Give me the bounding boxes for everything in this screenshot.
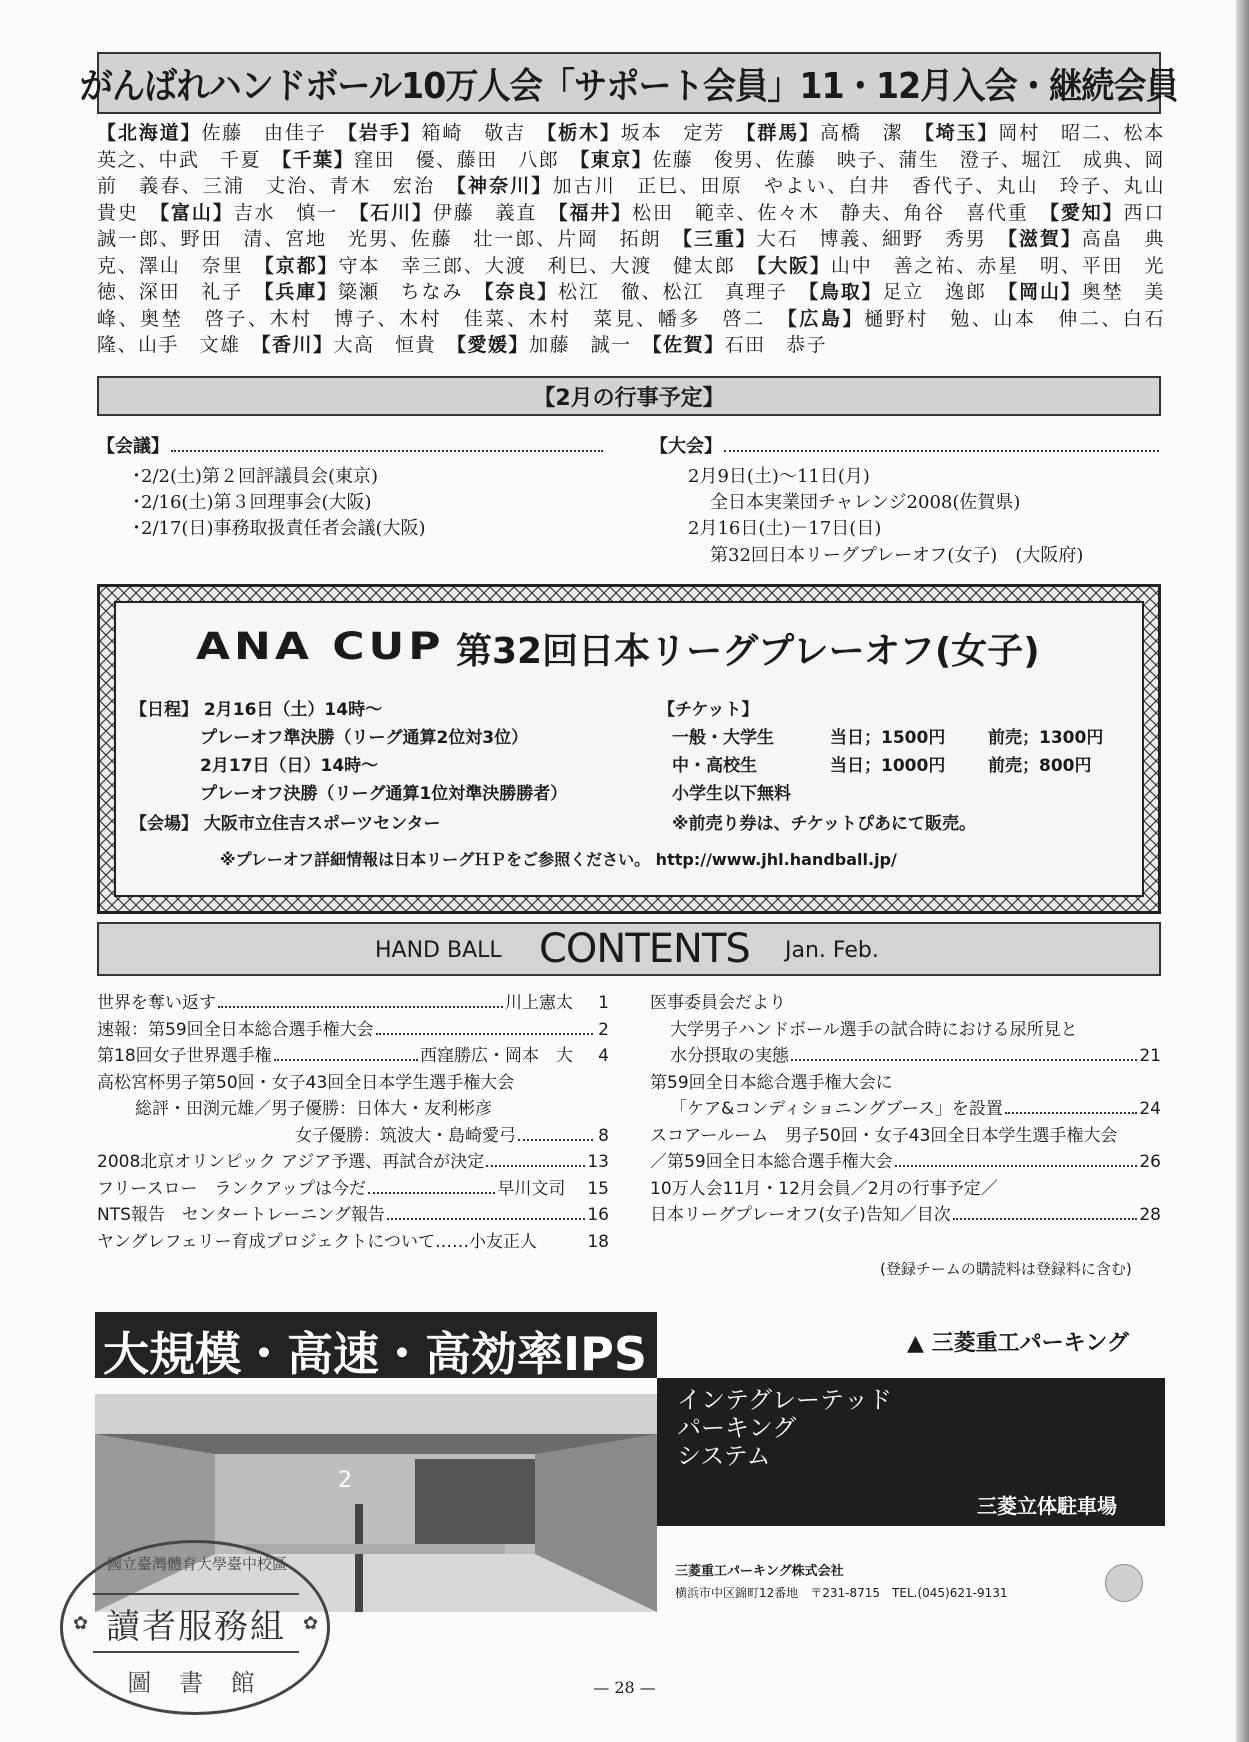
- member-names: 樋野村 勉、山本 伸二、白石 隆、山手 文雄: [97, 307, 1186, 356]
- page-title: がんばれハンドボール10万人会「サポート会員」11・12月入会・継続会員: [79, 65, 1179, 107]
- ad-system-panel: [657, 1378, 1165, 1526]
- contents-entry-page: 15: [587, 1178, 609, 1199]
- meetings-label: 【会議】: [97, 436, 169, 457]
- schedule-bar: [97, 376, 1161, 416]
- member-names: 窪田 優、藤田 八郎: [354, 148, 580, 171]
- contents-entry: [650, 1147, 1161, 1172]
- ticket-general-day: 当日；1500円: [830, 728, 946, 748]
- ticket-student-day: 当日；1000円: [830, 756, 946, 776]
- member-names: 山中 善之祐、赤星 明、平田 光徳、深田 礼子: [97, 254, 1165, 303]
- ticket-label: 【チケット】: [658, 700, 759, 720]
- contents-entry-title: 総評・田渕元雄／男子優勝：日体大・友利彬彦: [135, 1099, 492, 1119]
- member-names: 加藤 誠一: [529, 334, 653, 356]
- contents-entry-page: 18: [587, 1231, 609, 1252]
- contents-entry-title: 医事委員会だより: [650, 993, 786, 1013]
- member-names: 松田 範幸、佐々木 静夫、角谷 喜代重: [632, 201, 1050, 224]
- events-heading: [650, 432, 1161, 458]
- contents-bar: [97, 922, 1161, 976]
- member-names: 高畠 典克、澤山 奈里: [97, 228, 1165, 277]
- prefecture-label: 【岡山】: [1007, 281, 1082, 303]
- prefecture-label: 【京都】: [264, 254, 339, 277]
- contents-entry-title: 女子優勝：筑波大・島崎愛弓: [295, 1125, 516, 1146]
- member-names: 加古川 正巳、田原 やよい、白井 香代子、丸山 玲子、丸山 貴史: [97, 175, 1186, 224]
- contents-entry-page: 8: [598, 1125, 609, 1146]
- contents-entry-title: 第18回女子世界選手権: [97, 1046, 272, 1066]
- contents-entry: [97, 1015, 609, 1040]
- member-names: 吉水 慎一: [233, 201, 359, 224]
- ticket-child: 小学生以下無料: [672, 784, 791, 804]
- contents-entry: [135, 1094, 609, 1119]
- contents-entry-title: 第59回全日本総合選手権大会に: [650, 1072, 893, 1093]
- prefecture-label: 【神奈川】: [456, 175, 553, 197]
- contents-entry-title: 日本リーグプレーオフ(女子)告知／目次: [650, 1205, 951, 1225]
- playoff-info-note: ※プレーオフ詳細情報は日本リーグＨＰをご参照ください。 http://www.jhl.handball.jp/: [220, 850, 897, 869]
- stamp-top-text: 國立臺灣體育大學臺中校區: [106, 1555, 287, 1573]
- ticket-general: 一般・大学生: [672, 728, 774, 748]
- contents-entry-title: 「ケア&コンディショニングブース」を設置: [670, 1099, 1003, 1119]
- ana-cup-inner: [114, 601, 1144, 897]
- contents-entry: [650, 1121, 1161, 1146]
- contents-entry-title: 世界を奪い返す: [97, 993, 216, 1013]
- contents-entry: [97, 1147, 609, 1172]
- member-names: 高橋 潔: [819, 122, 925, 144]
- ticket-note: ※前売り券は、チケットぴあにて販売。: [672, 814, 976, 834]
- member-names: 大石 博義、細野 秀男: [756, 228, 1008, 250]
- contents-entry-page: 26: [1139, 1152, 1161, 1172]
- member-names: 箱崎 敬吉: [421, 122, 547, 144]
- prefecture-label: 【埼玉】: [924, 122, 999, 144]
- prefecture-label: 【佐賀】: [652, 334, 725, 356]
- ad-address: 横浜市中区錦町12番地 〒231-8715 TEL.(045)621-9131: [675, 1586, 1008, 1600]
- prefecture-label: 【大阪】: [756, 254, 831, 277]
- page-number: — 28 —: [593, 1678, 656, 1697]
- contents-entry: [650, 1200, 1161, 1225]
- ticket-student: 中・高校生: [672, 756, 757, 776]
- contents-entry-title: ／第59回全日本総合選手権大会: [650, 1152, 893, 1172]
- contents-entry: [97, 1174, 609, 1199]
- prefecture-label: 【愛媛】: [456, 334, 530, 356]
- ticket-general-advance: 前売；1300円: [988, 728, 1104, 748]
- prefecture-label: 【福井】: [558, 201, 633, 224]
- contents-entry: [97, 1200, 609, 1225]
- page-edge: [1236, 0, 1249, 1742]
- member-names: 守本 幸三郎、大渡 利巳、大渡 健太郎: [338, 254, 757, 277]
- contents-entry: [650, 1174, 1161, 1199]
- ticket-student-advance: 前売；800円: [988, 756, 1092, 776]
- ana-cup-title: 第32回日本リーグプレーオフ(女子): [456, 631, 1040, 672]
- ana-cup-box: [97, 584, 1161, 914]
- contents-entry: [97, 1041, 609, 1066]
- event-item: 第32回日本リーグプレーオフ(女子) (大阪府): [710, 545, 1084, 566]
- ad-brand: ▲ 三菱重工パーキング: [907, 1331, 1129, 1356]
- prefecture-label: 【広島】: [787, 307, 865, 330]
- contents-entry-page: 1: [598, 993, 609, 1013]
- prefecture-label: 【群馬】: [745, 122, 820, 144]
- member-list: [97, 120, 1186, 359]
- prefecture-label: 【富山】: [159, 201, 234, 224]
- prefecture-label: 【香川】: [261, 334, 334, 356]
- member-names: 石田 恭子: [724, 334, 828, 356]
- member-names: 奥埜 美峰、奥埜 啓子、木村 博子、木村 佳菜、木村 菜見、幡多 啓二: [97, 281, 1165, 330]
- event-item: 2月16日(土)－17日(日): [688, 518, 882, 539]
- member-names: 西口 誠一郎、野田 清、宮地 光男、佐藤 壮一郎、片岡 拓朗: [97, 201, 1186, 250]
- member-names: 坂本 定芳: [620, 122, 746, 144]
- stamp-bottom-text: 圖 書 館: [127, 1669, 265, 1697]
- ad-company: 三菱重工パーキング株式会社: [675, 1564, 844, 1579]
- contents-entry: [670, 1041, 1161, 1066]
- contents-entry-page: 4: [598, 1046, 609, 1066]
- event-item: 2月9日(土)～11日(月): [688, 466, 870, 487]
- contents-entry: [650, 1068, 1161, 1093]
- contents-title: CONTENTS: [539, 926, 750, 972]
- member-names: 岡村 昭二、松本 英之、中武 千夏: [97, 122, 1186, 171]
- prefecture-label: 【石川】: [358, 201, 433, 224]
- contents-entry-page: 16: [587, 1205, 609, 1225]
- events-label: 【大会】: [650, 436, 722, 457]
- contents-entry-title: ヤングレフェリー育成プロジェクトについて……小友正人: [97, 1231, 537, 1252]
- contents-entry: [295, 1121, 609, 1146]
- contents-entry-title: NTS報告 センタートレーニング報告: [97, 1205, 385, 1225]
- prefecture-label: 【北海道】: [97, 122, 202, 144]
- prefecture-label: 【滋賀】: [1007, 228, 1082, 250]
- contents-entry-title: 10万人会11月・12月会員／2月の行事予定／: [650, 1178, 998, 1199]
- contents-entry-title: 速報：第59回全日本総合選手権大会: [97, 1019, 374, 1040]
- contents-issue: Jan. Feb.: [785, 938, 879, 963]
- member-names: 伊藤 義直: [432, 201, 559, 224]
- schedule-title: 【2月の行事予定】: [533, 385, 725, 411]
- ad-product: 三菱立体駐車場: [977, 1494, 1117, 1518]
- ad-system-name: インテグレーテッド パーキング システム: [677, 1386, 893, 1470]
- member-names: 松江 徹、松江 真理子: [558, 281, 809, 303]
- prefecture-label: 【鳥取】: [808, 281, 883, 303]
- ad-headline: 大規模・高速・高効率IPS: [103, 1327, 647, 1381]
- contents-entry-page: 13: [587, 1152, 609, 1172]
- contents-entry-author: 早川文司: [497, 1178, 566, 1199]
- contents-entry-author: 川上憲太: [505, 993, 573, 1013]
- contents-entry-page: 2: [598, 1019, 609, 1040]
- prefecture-label: 【兵庫】: [263, 281, 338, 303]
- contents-entry-page: 28: [1139, 1205, 1161, 1225]
- prefecture-label: 【東京】: [579, 148, 653, 171]
- contents-entry-title: 大学男子ハンドボール選手の試合時における尿所見と: [670, 1019, 1078, 1040]
- contents-entry-page: 24: [1139, 1099, 1161, 1119]
- member-names: 佐藤 由佳子: [201, 122, 348, 144]
- member-names: 足立 逸郎: [882, 281, 1008, 303]
- subscription-note: (登録チームの購読料は登録料に含む): [880, 1260, 1132, 1278]
- prefecture-label: 【愛知】: [1049, 201, 1124, 224]
- flower-icon: ✿: [73, 1613, 89, 1634]
- prefecture-label: 【岩手】: [347, 122, 422, 144]
- prefecture-label: 【奈良】: [484, 281, 559, 303]
- contents-entry: [97, 1227, 609, 1252]
- prefecture-label: 【千葉】: [281, 148, 355, 171]
- meeting-item: ･2/17(日)事務取扱責任者会議(大阪): [132, 518, 426, 539]
- meetings-heading: [97, 432, 605, 458]
- contents-entry-author: 西窪勝広・岡本 大: [420, 1046, 573, 1066]
- photo-number: 2: [338, 1468, 352, 1493]
- meeting-item: ･2/16(土)第３回理事会(大阪): [132, 492, 372, 513]
- schedule-label: 【日程】 2月16日（土）14時～: [130, 700, 383, 720]
- stamp-middle-text: 讀者服務組: [106, 1607, 286, 1647]
- contents-entry: [650, 988, 1161, 1013]
- member-names: 佐藤 俊男、佐藤 映子、蒲生 澄子、堀江 成典、岡前 義春、三浦 丈治、青木 宏治: [97, 148, 1165, 197]
- ad-logo-icon: [1105, 1564, 1143, 1602]
- contents-entry-title: 2008北京オリンピック アジア予選、再試合が決定: [97, 1152, 485, 1172]
- contents-entry-title: 高松宮杯男子第50回・女子43回全日本学生選手権大会: [97, 1072, 515, 1093]
- contents-entry: [97, 1068, 609, 1093]
- contents-entry: [670, 1094, 1161, 1119]
- prefecture-label: 【三重】: [682, 228, 757, 250]
- contents-entry-page: 21: [1139, 1046, 1161, 1066]
- member-names: 大高 恒貴: [333, 334, 457, 356]
- event-item: 全日本実業団チャレンジ2008(佐賀県): [710, 492, 1021, 513]
- contents-entry-title: フリースロー ランクアップは今だ: [97, 1178, 366, 1199]
- venue: 【会場】 大阪市立住吉スポーツセンター: [130, 814, 441, 834]
- playoff-semifinal: プレーオフ準決勝（リーグ通算2位対3位）: [200, 728, 529, 748]
- playoff-date-1: 2月16日（土）14時～: [203, 700, 383, 720]
- contents-entry-title: 水分摂取の実態: [670, 1046, 789, 1066]
- meeting-item: ･2/2(土)第２回評議員会(東京): [132, 466, 379, 487]
- title-bar: [79, 52, 1179, 114]
- ana-cup-logo: ANA CUP: [196, 624, 445, 669]
- prefecture-label: 【栃木】: [546, 122, 621, 144]
- mitsubishi-logo-icon: ▲: [907, 1331, 924, 1356]
- member-names: 簗瀬 ちなみ: [337, 281, 485, 303]
- contents-entry: [97, 988, 609, 1013]
- contents-entry: [670, 1015, 1161, 1040]
- contents-entry-title: スコアールーム 男子50回・女子43回全日本学生選手権大会: [650, 1125, 1118, 1146]
- playoff-final: プレーオフ決勝（リーグ通算1位対準決勝勝者）: [200, 784, 568, 804]
- contents-prefix: HAND BALL: [375, 938, 502, 963]
- playoff-date-2: 2月17日（日）14時～: [200, 756, 379, 776]
- flower-icon: ✿: [303, 1613, 319, 1634]
